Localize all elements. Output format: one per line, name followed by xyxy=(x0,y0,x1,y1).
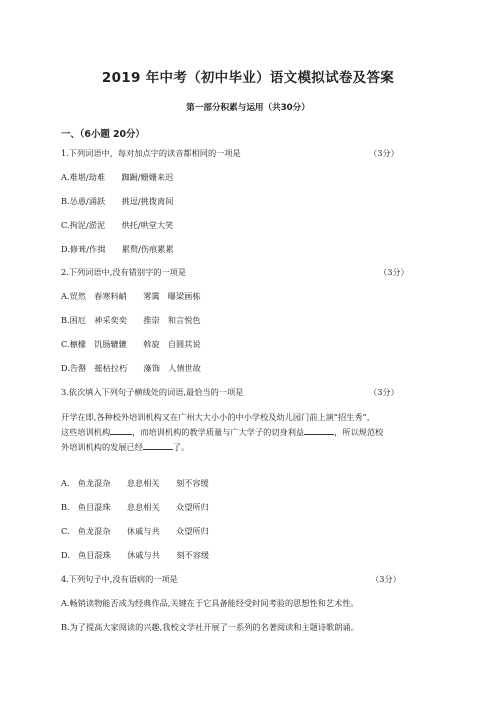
section-heading: 一、（6小题 20分） xyxy=(61,129,145,140)
q2-option-a: A.贸然 春寒料峭 雾霭 曝梁画栋 xyxy=(61,291,201,301)
q2-option-d: D.告罄 摧枯拉朽 藻饰 人情世故 xyxy=(61,363,201,373)
question-1-score: （3分） xyxy=(369,148,399,158)
q1-option-c: C.拘泥/淤泥 烘托/哄堂大笑 xyxy=(61,220,174,230)
passage-line-1: 开学在即,各种校外培训机构又在广州大大小小的中小学校及幼儿园门前上演“招生秀”， xyxy=(61,412,375,422)
q2-option-c: C.檩檬 饥肠辘辘 斡旋 自圆其说 xyxy=(61,339,201,349)
q1-option-a: A.难堪/劫难 踟蹰/姗姗来迟 xyxy=(61,172,174,182)
passage-text: ，而培训机构的教学质量与广大学子的切身利益 xyxy=(132,426,305,437)
question-4-stem: 4.下列句子中,没有语病的一项是 xyxy=(61,574,178,584)
blank-1 xyxy=(110,425,132,435)
question-2-score: （3分） xyxy=(379,267,409,277)
question-3-passage xyxy=(61,411,439,454)
question-2-stem: 2.下列词语中,没有错别字的一项是 xyxy=(61,267,187,277)
passage-line-2 xyxy=(61,425,439,440)
question-1-stem: 1.下列词语中，每对加点字的读音都相同的一项是 xyxy=(61,148,241,158)
passage-text: 外培训机构的发展已经 xyxy=(61,441,143,452)
q2-option-b: B.困厄 神采奕奕 推崇 和言悦色 xyxy=(61,315,201,325)
q4-option-a: A.畅销读物能否成为经典作品,关键在于它具备能经受时间考验的思想性和艺术性。 xyxy=(61,598,359,608)
passage-text: 了。 xyxy=(172,441,190,452)
q1-option-d: D.修葺/作揖 累赘/伤痕累累 xyxy=(61,244,174,254)
q4-option-b: B.为了提高大家阅读的兴趣,我校文学社开展了一系列的名著阅读和主题诗歌朗诵。 xyxy=(61,622,359,632)
question-3-stem: 3.依次填入下列句子横线处的词语,最恰当的一项是 xyxy=(61,387,244,397)
blank-3 xyxy=(143,440,173,450)
passage-line-3 xyxy=(61,440,439,455)
page-title: 2019 年中考（初中毕业）语文模拟试卷及答案 xyxy=(101,70,395,86)
question-3-score: （3分） xyxy=(369,387,399,397)
q3-option-d: D. 鱼目混珠 休戚与共 刻不容缓 xyxy=(61,550,210,560)
part-heading: 第一部分积累与运用（共30分） xyxy=(186,103,310,113)
blank-2 xyxy=(304,425,334,435)
question-4-score: （3分） xyxy=(371,574,401,584)
passage-text: 这些培训机构 xyxy=(61,426,111,437)
q3-option-a: A. 鱼龙混杂 息息相关 刻不容缓 xyxy=(61,478,209,488)
q1-option-b: B.怂恿/涌跃 挑逗/挑拨离间 xyxy=(61,196,174,206)
q3-option-b: B. 鱼目混珠 息息相关 众望所归 xyxy=(61,502,209,512)
passage-text: ，所以规范校 xyxy=(334,426,384,437)
q3-option-c: C. 鱼龙混杂 休戚与共 众望所归 xyxy=(61,526,209,536)
